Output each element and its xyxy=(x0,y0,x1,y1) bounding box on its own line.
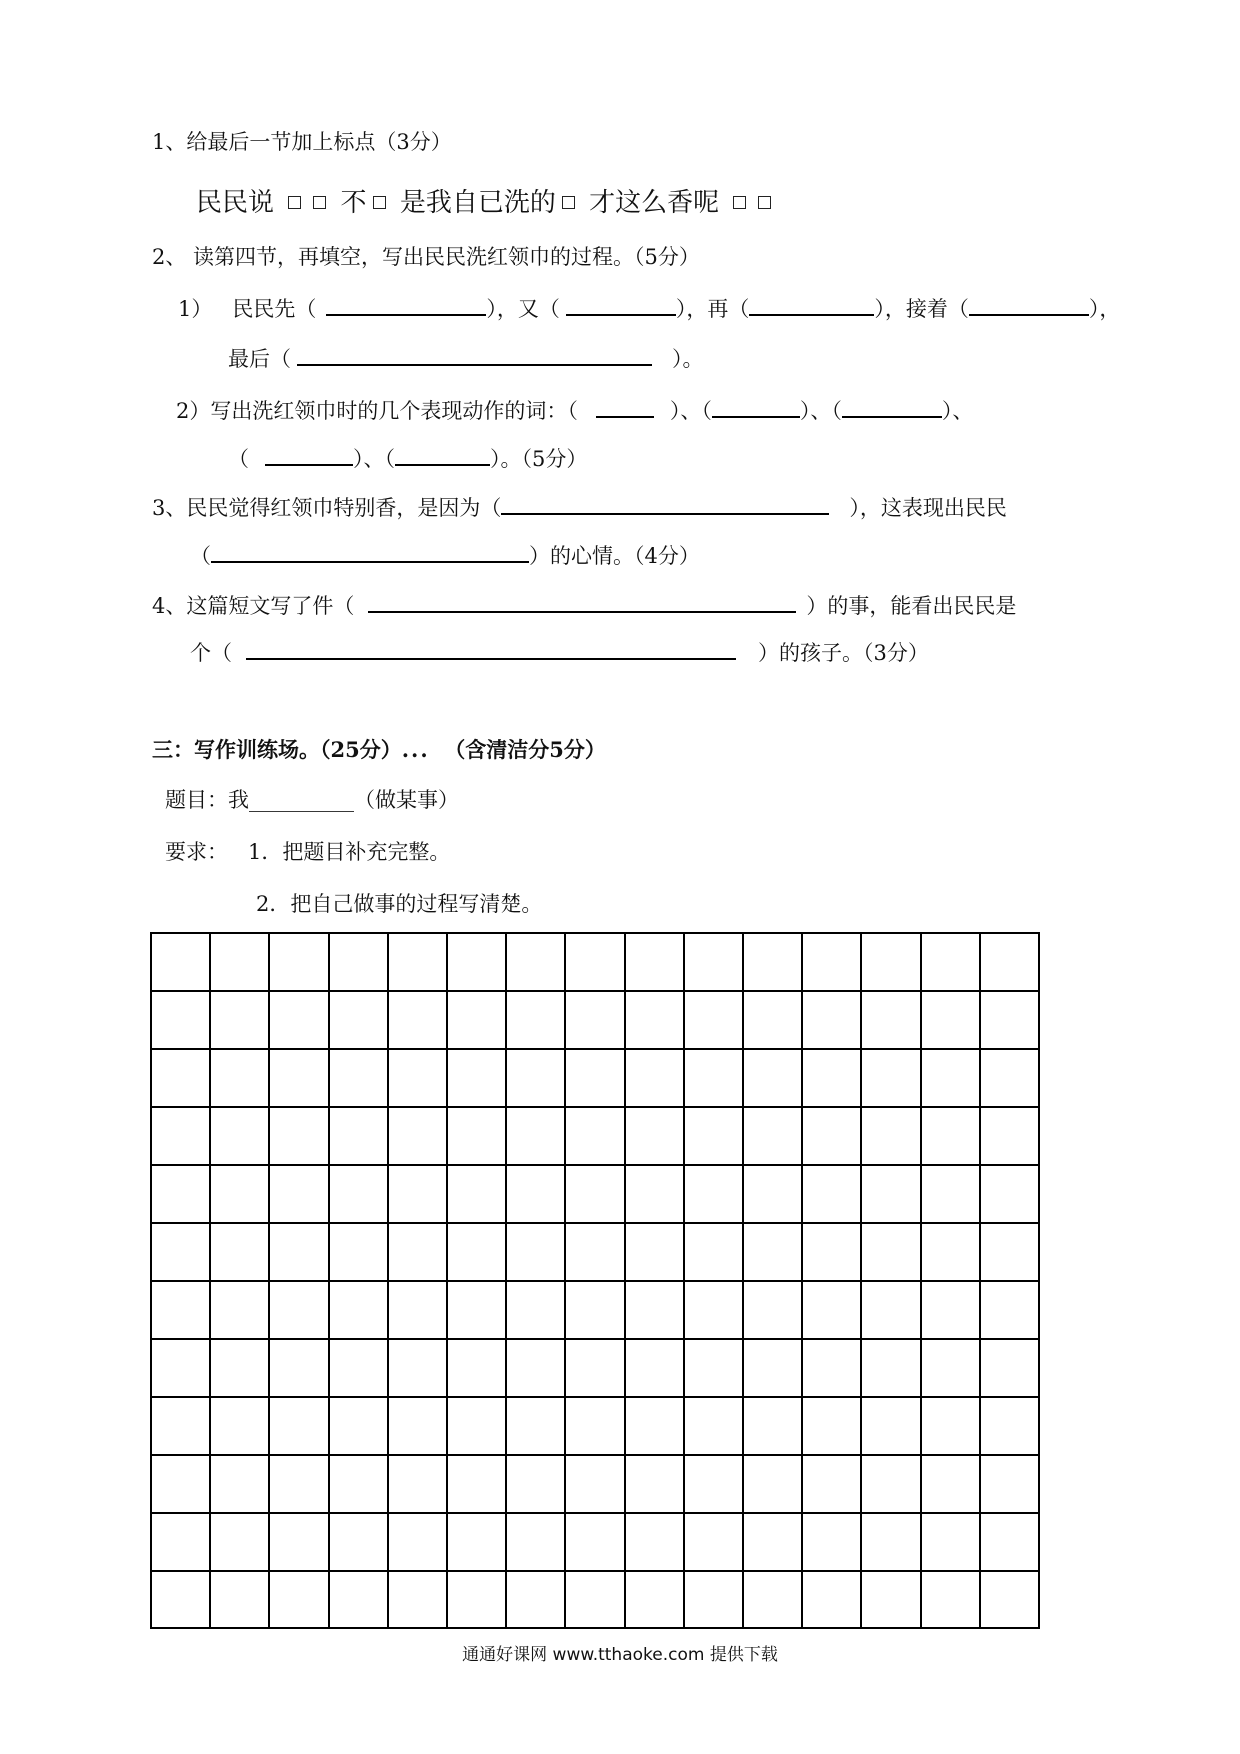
grid-cell[interactable] xyxy=(626,1166,685,1224)
grid-cell[interactable] xyxy=(626,992,685,1050)
grid-cell[interactable] xyxy=(330,1456,389,1514)
grid-cell[interactable] xyxy=(922,1050,981,1108)
grid-cell[interactable] xyxy=(330,1514,389,1572)
grid-cell[interactable] xyxy=(211,992,270,1050)
grid-row xyxy=(152,1108,1038,1166)
q2-text: ）、（ xyxy=(669,399,712,423)
q2-text: ），再（ xyxy=(675,297,750,321)
grid-cell[interactable] xyxy=(981,1108,1038,1166)
grid-row xyxy=(152,1050,1038,1108)
grid-cell[interactable] xyxy=(507,1398,566,1456)
grid-cell[interactable] xyxy=(448,1224,507,1282)
grid-cell[interactable] xyxy=(448,1514,507,1572)
grid-cell[interactable] xyxy=(744,1456,803,1514)
q3-line2 xyxy=(190,539,700,571)
grid-cell[interactable] xyxy=(803,1398,862,1456)
grid-cell[interactable] xyxy=(211,1224,270,1282)
grid-cell[interactable] xyxy=(744,1050,803,1108)
grid-cell[interactable] xyxy=(330,992,389,1050)
q2-text: ）。（5分） xyxy=(490,447,588,471)
q2-sub1-num: 1） xyxy=(178,297,213,321)
grid-cell[interactable] xyxy=(507,1456,566,1514)
grid-cell[interactable] xyxy=(862,1224,921,1282)
grid-cell[interactable] xyxy=(152,1398,211,1456)
grid-cell[interactable] xyxy=(330,1050,389,1108)
grid-cell[interactable] xyxy=(862,1398,921,1456)
grid-cell[interactable] xyxy=(389,1572,448,1629)
q3-text: 3、民民觉得红领巾特别香，是因为（ xyxy=(152,496,502,520)
grid-cell[interactable] xyxy=(626,1050,685,1108)
grid-cell[interactable] xyxy=(330,1224,389,1282)
topic-label: 题目：我 xyxy=(165,788,249,812)
grid-cell[interactable] xyxy=(330,934,389,992)
grid-cell[interactable] xyxy=(211,1398,270,1456)
grid-cell[interactable] xyxy=(507,1282,566,1340)
answer-blank[interactable] xyxy=(211,539,529,563)
grid-row xyxy=(152,1398,1038,1456)
grid-cell[interactable] xyxy=(922,1398,981,1456)
answer-blank[interactable] xyxy=(368,589,796,613)
answer-blank[interactable] xyxy=(246,636,736,660)
grid-row xyxy=(152,1282,1038,1340)
q3-text: ），这表现出民民 xyxy=(849,496,1007,520)
q2-sub1-line2 xyxy=(228,342,704,374)
grid-cell[interactable] xyxy=(566,1050,625,1108)
grid-cell[interactable] xyxy=(152,992,211,1050)
grid-cell[interactable] xyxy=(862,1572,921,1629)
grid-row xyxy=(152,1514,1038,1572)
grid-row xyxy=(152,992,1038,1050)
punctuation-box[interactable] xyxy=(758,196,771,209)
grid-cell[interactable] xyxy=(685,1572,744,1629)
grid-cell[interactable] xyxy=(566,992,625,1050)
answer-blank[interactable] xyxy=(326,292,486,316)
grid-cell[interactable] xyxy=(981,1572,1038,1629)
grid-cell[interactable] xyxy=(685,1224,744,1282)
grid-cell[interactable] xyxy=(270,1456,329,1514)
grid-cell[interactable] xyxy=(626,1224,685,1282)
answer-blank[interactable] xyxy=(395,442,490,466)
q2-text: ）。 xyxy=(672,347,704,371)
grid-cell[interactable] xyxy=(862,1166,921,1224)
grid-cell[interactable] xyxy=(685,1340,744,1398)
q4-text: ）的孩子。（3分） xyxy=(758,641,929,665)
grid-cell[interactable] xyxy=(389,1050,448,1108)
grid-cell[interactable] xyxy=(981,992,1038,1050)
grid-cell[interactable] xyxy=(211,1572,270,1629)
q1-part3: 是我自已洗的 xyxy=(399,188,556,218)
punctuation-box[interactable] xyxy=(313,196,326,209)
q1-part2: 不 xyxy=(340,188,367,218)
grid-cell[interactable] xyxy=(626,1340,685,1398)
grid-cell[interactable] xyxy=(922,1224,981,1282)
grid-cell[interactable] xyxy=(389,934,448,992)
q4-text: 4、这篇短文写了件（ xyxy=(152,594,355,618)
topic-line xyxy=(165,785,459,815)
q3-line1 xyxy=(152,491,1007,523)
q2-text: ）、 xyxy=(941,399,974,423)
grid-cell[interactable] xyxy=(211,1108,270,1166)
q2-text: ），接着（ xyxy=(874,297,969,321)
grid-cell[interactable] xyxy=(448,1166,507,1224)
grid-cell[interactable] xyxy=(626,1456,685,1514)
grid-cell[interactable] xyxy=(507,1050,566,1108)
grid-cell[interactable] xyxy=(211,1282,270,1340)
grid-cell[interactable] xyxy=(744,1572,803,1629)
grid-cell[interactable] xyxy=(330,1108,389,1166)
grid-cell[interactable] xyxy=(507,1224,566,1282)
grid-cell[interactable] xyxy=(270,1108,329,1166)
grid-cell[interactable] xyxy=(922,1514,981,1572)
q2-text: ），又（ xyxy=(486,297,560,321)
grid-cell[interactable] xyxy=(211,1050,270,1108)
grid-cell[interactable] xyxy=(685,1050,744,1108)
section3-extra: （含清洁分5分） xyxy=(444,737,606,762)
grid-cell[interactable] xyxy=(626,1108,685,1166)
grid-cell[interactable] xyxy=(803,992,862,1050)
answer-blank[interactable] xyxy=(596,394,654,418)
requirement-1: 1．把题目补充完整。 xyxy=(248,840,451,864)
grid-cell[interactable] xyxy=(330,1282,389,1340)
grid-cell[interactable] xyxy=(507,1108,566,1166)
grid-cell[interactable] xyxy=(448,1108,507,1166)
grid-cell[interactable] xyxy=(566,1108,625,1166)
grid-cell[interactable] xyxy=(744,992,803,1050)
grid-cell[interactable] xyxy=(862,1456,921,1514)
q1-sentence xyxy=(196,186,777,220)
grid-cell[interactable] xyxy=(270,992,329,1050)
q2-sub2-line1 xyxy=(176,394,973,426)
grid-cell[interactable] xyxy=(626,934,685,992)
grid-cell[interactable] xyxy=(270,1572,329,1629)
q4-line2 xyxy=(190,636,929,668)
q1-part4: 才这么香呢 xyxy=(589,188,720,218)
grid-row xyxy=(152,1340,1038,1398)
grid-cell[interactable] xyxy=(389,1398,448,1456)
grid-cell[interactable] xyxy=(270,1514,329,1572)
punctuation-box[interactable] xyxy=(288,196,301,209)
q2-sub2-line2 xyxy=(228,442,587,474)
grid-row xyxy=(152,1572,1038,1629)
answer-blank[interactable] xyxy=(297,342,652,366)
grid-cell[interactable] xyxy=(981,1050,1038,1108)
grid-cell[interactable] xyxy=(448,1398,507,1456)
grid-cell[interactable] xyxy=(566,1166,625,1224)
grid-cell[interactable] xyxy=(566,1572,625,1629)
grid-cell[interactable] xyxy=(507,1166,566,1224)
grid-cell[interactable] xyxy=(685,992,744,1050)
grid-cell[interactable] xyxy=(389,1340,448,1398)
grid-cell[interactable] xyxy=(981,1282,1038,1340)
grid-cell[interactable] xyxy=(981,1224,1038,1282)
grid-cell[interactable] xyxy=(211,1166,270,1224)
q2-text: ）、（ xyxy=(799,399,842,423)
grid-cell[interactable] xyxy=(389,1514,448,1572)
grid-cell[interactable] xyxy=(566,1224,625,1282)
grid-cell[interactable] xyxy=(922,1340,981,1398)
grid-cell[interactable] xyxy=(211,1456,270,1514)
answer-blank[interactable] xyxy=(842,394,942,418)
grid-cell[interactable] xyxy=(803,1456,862,1514)
q4-text: ）的事，能看出民民是 xyxy=(806,594,1017,618)
grid-cell[interactable] xyxy=(270,1282,329,1340)
punctuation-box[interactable] xyxy=(562,196,575,209)
grid-row xyxy=(152,1166,1038,1224)
grid-cell[interactable] xyxy=(152,1224,211,1282)
q1-part1: 民民说 xyxy=(196,188,275,218)
grid-cell[interactable] xyxy=(507,1514,566,1572)
grid-cell[interactable] xyxy=(803,1166,862,1224)
answer-blank[interactable] xyxy=(501,491,829,515)
grid-cell[interactable] xyxy=(981,1166,1038,1224)
grid-cell[interactable] xyxy=(566,1514,625,1572)
grid-cell[interactable] xyxy=(862,1108,921,1166)
grid-cell[interactable] xyxy=(744,1224,803,1282)
section3-heading xyxy=(152,735,606,765)
grid-cell[interactable] xyxy=(448,1050,507,1108)
grid-cell[interactable] xyxy=(803,1050,862,1108)
grid-cell[interactable] xyxy=(685,1398,744,1456)
section3-dots: ... xyxy=(401,737,430,762)
grid-cell[interactable] xyxy=(566,934,625,992)
grid-cell[interactable] xyxy=(685,1456,744,1514)
grid-cell[interactable] xyxy=(744,1282,803,1340)
grid-cell[interactable] xyxy=(862,1340,921,1398)
q1-title: 1、给最后一节加上标点（3分） xyxy=(152,130,452,154)
grid-cell[interactable] xyxy=(448,1572,507,1629)
grid-cell[interactable] xyxy=(862,1282,921,1340)
answer-blank[interactable] xyxy=(566,292,676,316)
grid-cell[interactable] xyxy=(685,1166,744,1224)
grid-cell[interactable] xyxy=(448,1456,507,1514)
punctuation-box[interactable] xyxy=(373,196,386,209)
grid-cell[interactable] xyxy=(803,1340,862,1398)
q4-text: 个（ xyxy=(190,641,232,665)
requirement-label: 要求： xyxy=(165,840,228,864)
grid-cell[interactable] xyxy=(389,1282,448,1340)
grid-cell[interactable] xyxy=(152,1456,211,1514)
grid-cell[interactable] xyxy=(270,1398,329,1456)
grid-cell[interactable] xyxy=(507,992,566,1050)
grid-cell[interactable] xyxy=(270,934,329,992)
grid-cell[interactable] xyxy=(152,1050,211,1108)
grid-cell[interactable] xyxy=(922,1108,981,1166)
grid-cell[interactable] xyxy=(981,1456,1038,1514)
grid-cell[interactable] xyxy=(922,1282,981,1340)
q2-text: ）， xyxy=(1088,297,1121,321)
requirement-line1 xyxy=(165,837,450,867)
grid-cell[interactable] xyxy=(330,1398,389,1456)
grid-row xyxy=(152,1224,1038,1282)
grid-cell[interactable] xyxy=(448,1282,507,1340)
grid-cell[interactable] xyxy=(744,1514,803,1572)
writing-grid[interactable] xyxy=(150,932,1040,1629)
grid-cell[interactable] xyxy=(152,1572,211,1629)
q2-title: 2、 读第四节，再填空，写出民民洗红领巾的过程。（5分） xyxy=(152,245,700,269)
grid-cell[interactable] xyxy=(744,1166,803,1224)
grid-cell[interactable] xyxy=(448,1340,507,1398)
grid-cell[interactable] xyxy=(626,1398,685,1456)
grid-cell[interactable] xyxy=(448,934,507,992)
grid-cell[interactable] xyxy=(507,1340,566,1398)
answer-blank[interactable] xyxy=(712,394,800,418)
grid-cell[interactable] xyxy=(566,1282,625,1340)
grid-cell[interactable] xyxy=(211,934,270,992)
q4-line1 xyxy=(152,589,1016,621)
grid-cell[interactable] xyxy=(922,1572,981,1629)
grid-cell[interactable] xyxy=(862,992,921,1050)
q2-sub1-line1 xyxy=(178,292,1120,324)
grid-cell[interactable] xyxy=(922,1166,981,1224)
grid-cell[interactable] xyxy=(685,1108,744,1166)
grid-cell[interactable] xyxy=(803,1282,862,1340)
grid-cell[interactable] xyxy=(152,1108,211,1166)
grid-cell[interactable] xyxy=(152,1514,211,1572)
grid-cell[interactable] xyxy=(626,1572,685,1629)
grid-cell[interactable] xyxy=(685,1282,744,1340)
grid-cell[interactable] xyxy=(685,1514,744,1572)
grid-cell[interactable] xyxy=(389,992,448,1050)
q2-text: （ xyxy=(228,447,249,471)
answer-blank[interactable] xyxy=(969,292,1089,316)
grid-cell[interactable] xyxy=(152,934,211,992)
grid-cell[interactable] xyxy=(981,934,1038,992)
grid-cell[interactable] xyxy=(448,992,507,1050)
q3-text: ）的心情。（4分） xyxy=(529,544,700,568)
q2-text: ）、（ xyxy=(353,447,395,471)
grid-cell[interactable] xyxy=(803,1572,862,1629)
requirement-line2: 2．把自己做事的过程写清楚。 xyxy=(256,892,543,916)
grid-cell[interactable] xyxy=(862,1514,921,1572)
section3-title: 三：写作训练场。（25分） xyxy=(152,737,402,762)
grid-cell[interactable] xyxy=(744,1108,803,1166)
grid-cell[interactable] xyxy=(626,1514,685,1572)
grid-cell[interactable] xyxy=(507,934,566,992)
grid-row xyxy=(152,934,1038,992)
grid-cell[interactable] xyxy=(981,1398,1038,1456)
punctuation-box[interactable] xyxy=(733,196,746,209)
grid-cell[interactable] xyxy=(922,1456,981,1514)
q2-text: 2）写出洗红领巾时的几个表现动作的词：（ xyxy=(176,399,578,423)
grid-cell[interactable] xyxy=(507,1572,566,1629)
grid-cell[interactable] xyxy=(330,1340,389,1398)
grid-cell[interactable] xyxy=(389,1108,448,1166)
grid-cell[interactable] xyxy=(389,1166,448,1224)
grid-cell[interactable] xyxy=(330,1572,389,1629)
grid-cell[interactable] xyxy=(922,992,981,1050)
answer-blank[interactable] xyxy=(749,292,874,316)
answer-blank[interactable] xyxy=(265,442,353,466)
grid-cell[interactable] xyxy=(803,1514,862,1572)
grid-cell[interactable] xyxy=(862,934,921,992)
grid-cell[interactable] xyxy=(803,934,862,992)
grid-cell[interactable] xyxy=(626,1282,685,1340)
grid-cell[interactable] xyxy=(211,1340,270,1398)
q3-text: （ xyxy=(190,544,211,568)
grid-row xyxy=(152,1456,1038,1514)
grid-cell[interactable] xyxy=(270,1050,329,1108)
grid-cell[interactable] xyxy=(389,1224,448,1282)
q2-text: 民民先（ xyxy=(232,297,317,321)
grid-cell[interactable] xyxy=(152,1282,211,1340)
grid-cell[interactable] xyxy=(803,1108,862,1166)
topic-suffix: （做某事） xyxy=(354,788,459,812)
grid-cell[interactable] xyxy=(744,934,803,992)
grid-cell[interactable] xyxy=(152,1340,211,1398)
grid-cell[interactable] xyxy=(330,1166,389,1224)
q2-text: 最后（ xyxy=(228,347,291,371)
grid-cell[interactable] xyxy=(270,1166,329,1224)
grid-cell[interactable] xyxy=(685,934,744,992)
grid-cell[interactable] xyxy=(152,1166,211,1224)
grid-cell[interactable] xyxy=(922,934,981,992)
grid-cell[interactable] xyxy=(270,1224,329,1282)
grid-cell[interactable] xyxy=(803,1224,862,1282)
grid-cell[interactable] xyxy=(211,1514,270,1572)
topic-blank[interactable]: __________ xyxy=(249,788,354,812)
grid-cell[interactable] xyxy=(744,1340,803,1398)
grid-cell[interactable] xyxy=(566,1456,625,1514)
grid-cell[interactable] xyxy=(981,1340,1038,1398)
grid-cell[interactable] xyxy=(981,1514,1038,1572)
footer-credit: 通通好课网 www.tthaoke.com 提供下载 xyxy=(462,1645,778,1665)
grid-cell[interactable] xyxy=(566,1398,625,1456)
grid-cell[interactable] xyxy=(566,1340,625,1398)
grid-cell[interactable] xyxy=(862,1050,921,1108)
grid-cell[interactable] xyxy=(744,1398,803,1456)
grid-cell[interactable] xyxy=(389,1456,448,1514)
grid-cell[interactable] xyxy=(270,1340,329,1398)
